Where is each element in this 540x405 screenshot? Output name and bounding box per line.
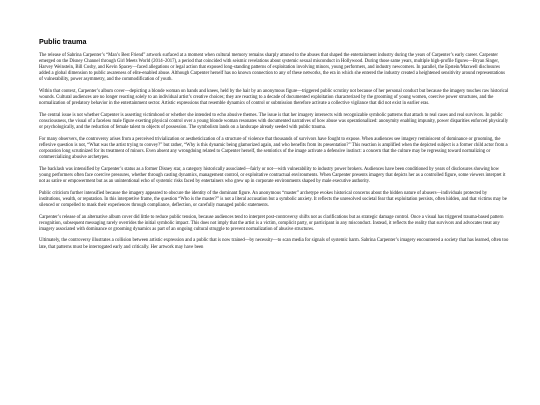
paragraph-7: Carpenter’s release of an alternative album cover did little to reduce public tension, because audiences tend to interpret post-controversy shifts not as clarifications but as strategic damage control. Once a visual has triggered trauma-based pattern recognition, subsequent messaging rarely overrides the initial symbolic impact. This does not imply that the artist is a victim, complicit party, or participant in any misconduct. Instead, it reflects the reality that survivors and advocates treat any imagery associated with dominance or grooming dynamics as part of an ongoing cultural struggle to prevent normalization of abusive structures.: [39, 214, 504, 232]
paragraph-8: Ultimately, the controversy illustrates a collision between artistic expression and a public that is now trained—by necessity—to scan media for signals of systemic harm. Sabrina Carpenter’s imagery encountered a society that has learned, often too late, that patterns must be interrogated early and critically. Her artwork may have been: [39, 238, 509, 250]
paragraph-6: Public criticism further intensified because the imagery appeared to obscure the identity of the dominant figure. An anonymous “master” archetype evokes historical concerns about the hidden nature of abusers—individuals protected by institutions, wealth, or reputation. In this interpretive frame, the question “Who is the master?” is not a literal accusation but a symbolic anxiety. It reflects the unresolved societal fear that exploitation persists, often hidden, and that victims may be silenced or compelled to mask their experiences through compliance, deflection, or carefully managed public statements.: [39, 190, 507, 208]
document-page: [39, 37, 509, 256]
section-heading: Public trauma: [39, 37, 87, 46]
paragraph-2: Within that context, Carpenter’s album cover—depicting a blonde woman on hands and knees, held by the hair by an anonymous figure—triggered public scrutiny not because of her personal conduct but because the imagery touches raw historical wounds. Cultural audiences are no longer reacting solely to an individual artist’s creative choices; they are reacting to a decade of documented exploitation characterized by the grooming of young women, coercive power structures, and the normalization of predatory behavior in the entertainment sector. Artistic expressions that resemble dynamics of control or submission therefore activate a collective vigilance that did not exist in earlier eras.: [39, 89, 509, 107]
paragraph-3: The central issue is not whether Carpenter is asserting victimhood or whether she intended to echo abusive themes. The issue is that her imagery intersects with recognizable symbolic patterns that attach to real cases and real survivors. In public consciousness, the visual of a faceless male figure exerting physical control over a young blonde woman resonates with documented narratives of how abuse was operationalized: anonymity enabling impunity, power disparities enforced physically or psychologically, and the reduction of female talent to objects of possession. The symbolism lands on a landscape already seeded with public trauma.: [39, 112, 509, 131]
paragraph-1: The release of Sabrina Carpenter’s “Man’s Best Friend” artwork surfaced at a moment when cultural memory remains sharply attuned to the abuses that shaped the entertainment industry during the years of Carpenter’s early career. Carpenter emerged on the Disney Channel through Girl Meets World (2014–2017), a period that coincided with seismic revelations about systemic sexual misconduct in Hollywood. During those same years, multiple high-profile figures—Bryan Singer, Harvey Weinstein, Bill Cosby, and Kevin Spacey—faced allegations or legal action that exposed long-standing patterns of exploitation involving minors, young performers, and industry newcomers. In parallel, the Epstein/Maxwell disclosures added a global dimension to public awareness of elite-enabled abuse. Although Carpenter herself has no known connection to any of these networks, the era in which she entered the industry created a heightened sensitivity around representations of vulnerability, power asymmetry, and the commodification of youth.: [39, 53, 506, 83]
paragraph-5: The backlash was intensified by Carpenter’s status as a former Disney star, a category historically associated—fairly or not—with vulnerability to industry power brokers. Audiences have been conditioned by years of disclosures showing how young performers often face coercive pressures, whether through casting dynamics, management control, or exploitative contractual environments. When Carpenter presents imagery that depicts her as a controlled figure, some viewers interpret it not as satire or empowerment but as an unintentional echo of systemic risks faced by entertainers who grew up in corporate environments shaped by male executive authority.: [39, 166, 506, 184]
paragraph-4: For many observers, the controversy arises from a perceived trivialization or aestheticization of a structure of violence that thousands of survivors have fought to expose. When audiences see imagery reminiscent of dominance or grooming, the reflexive question is not, “What was the artist trying to convey?” but rather, “Why is this dynamic being glamorized again, and who benefits from its presentation?” This reaction is amplified when the depicted subject is a former child actor from a corporation long scrutinized for its treatment of minors. Even absent any wrongdoing related to Carpenter herself, the semiotics of the image activate a defensive instinct: a concern that the culture may be regressing toward normalizing or commercializing abusive archetypes.: [39, 136, 508, 161]
